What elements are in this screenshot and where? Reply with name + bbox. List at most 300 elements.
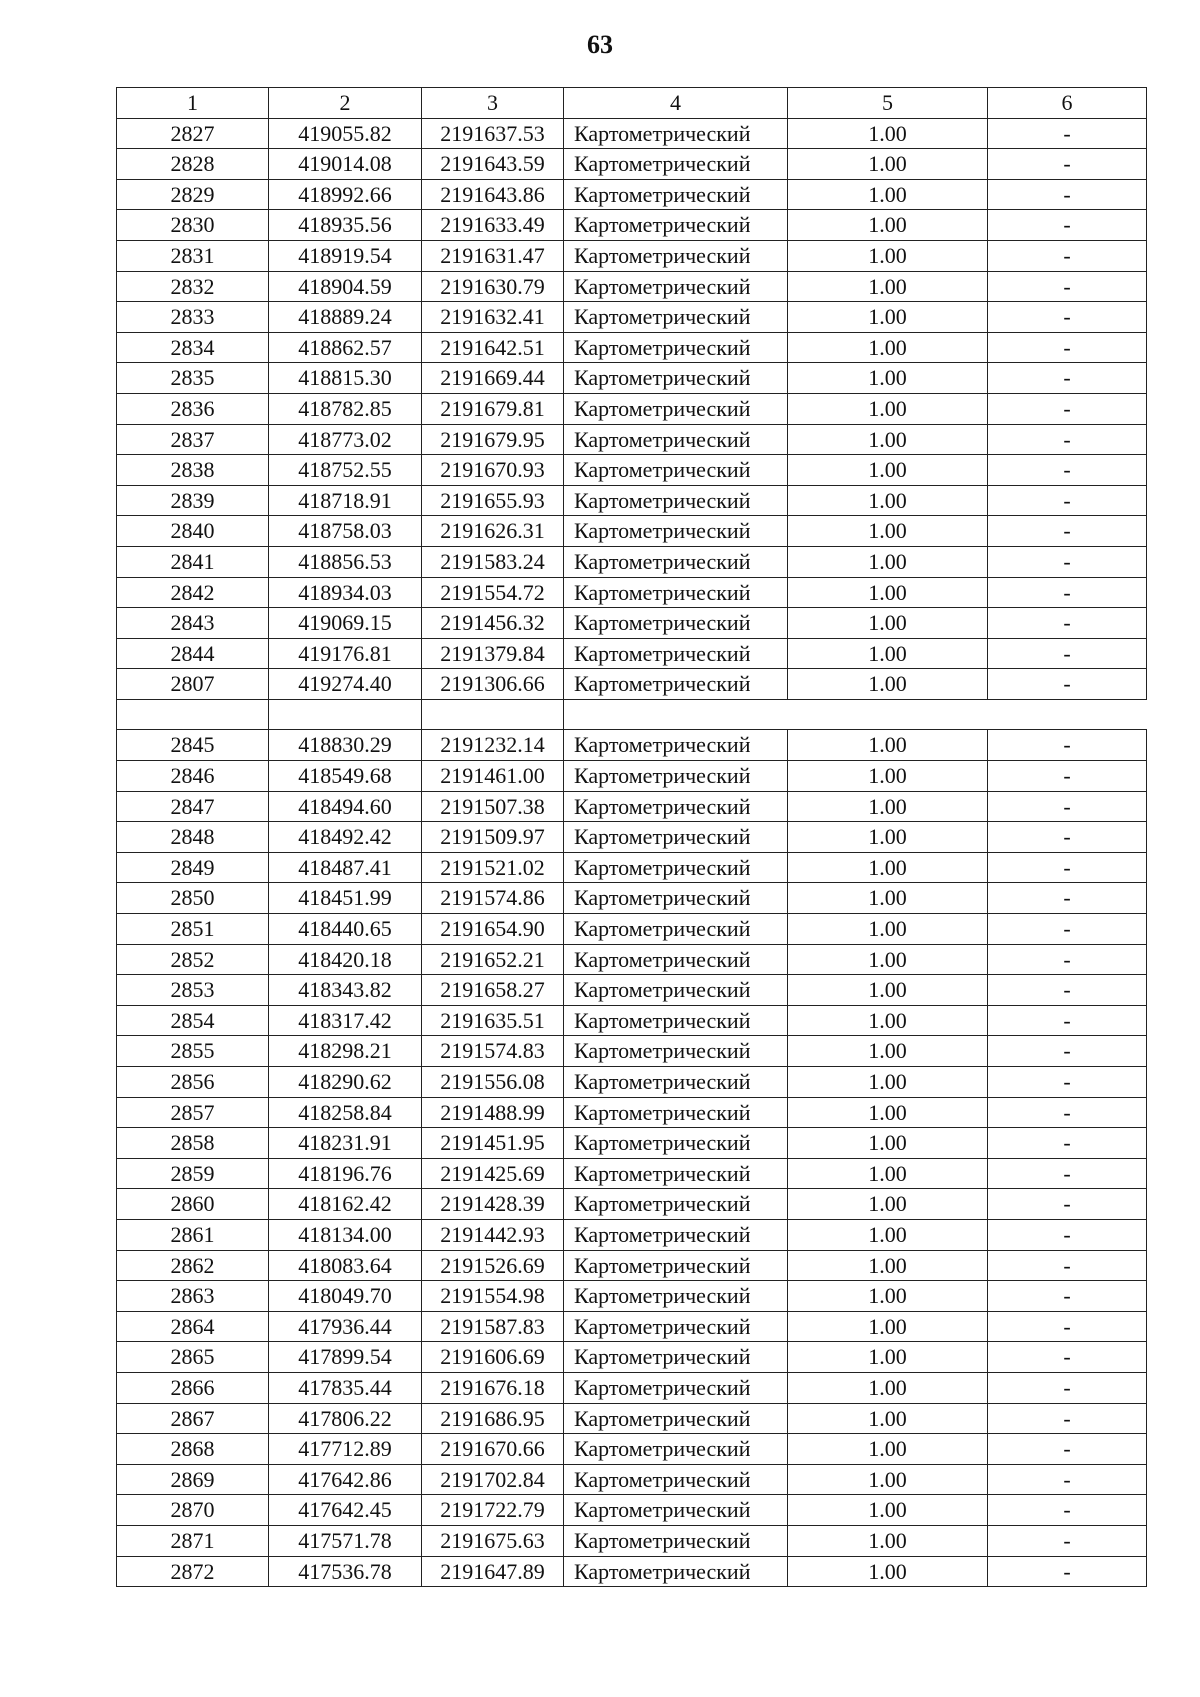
table-row — [117, 883, 1147, 914]
table-cell: 1.00 — [788, 393, 988, 424]
table-cell: 418862.57 — [269, 332, 422, 363]
table-cell: 2849 — [117, 852, 269, 883]
table-cell: 1.00 — [788, 271, 988, 302]
table-row — [117, 179, 1147, 210]
table-cell: - — [988, 363, 1147, 394]
table-cell: Картометрический — [564, 210, 788, 241]
table-cell: 418815.30 — [269, 363, 422, 394]
table-cell: 2829 — [117, 179, 269, 210]
table-cell: 1.00 — [788, 638, 988, 669]
table-cell: 2191554.72 — [422, 577, 564, 608]
table-row — [117, 761, 1147, 792]
table-cell: 1.00 — [788, 1036, 988, 1067]
table-cell: 2191526.69 — [422, 1250, 564, 1281]
table-cell: Картометрический — [564, 1311, 788, 1342]
table-cell: 2191676.18 — [422, 1372, 564, 1403]
table-cell: - — [988, 149, 1147, 180]
table-cell: - — [988, 1434, 1147, 1465]
table-cell: 2846 — [117, 761, 269, 792]
table-cell: 1.00 — [788, 761, 988, 792]
table-cell: Картометрический — [564, 424, 788, 455]
table-cell: Картометрический — [564, 1250, 788, 1281]
table-cell: - — [988, 1311, 1147, 1342]
table-cell: 2839 — [117, 485, 269, 516]
table-row — [117, 271, 1147, 302]
table-row — [117, 149, 1147, 180]
table-cell: 419014.08 — [269, 149, 422, 180]
table-row — [117, 1311, 1147, 1342]
table-cell: 2191686.95 — [422, 1403, 564, 1434]
table-cell: 1.00 — [788, 1464, 988, 1495]
table-cell: 417835.44 — [269, 1372, 422, 1403]
table-cell: 2191675.63 — [422, 1525, 564, 1556]
table-cell: 418343.82 — [269, 975, 422, 1006]
table-cell: 2191670.93 — [422, 455, 564, 486]
table-cell: Картометрический — [564, 363, 788, 394]
table-cell: Картометрический — [564, 1189, 788, 1220]
table-cell: 2828 — [117, 149, 269, 180]
table-cell: 2191635.51 — [422, 1005, 564, 1036]
table-cell: 2837 — [117, 424, 269, 455]
table-cell: 2834 — [117, 332, 269, 363]
table-row — [117, 455, 1147, 486]
table-cell: 2191583.24 — [422, 546, 564, 577]
table-cell: 418487.41 — [269, 852, 422, 883]
table-cell: 2191442.93 — [422, 1219, 564, 1250]
table-row — [117, 577, 1147, 608]
table-row — [117, 1036, 1147, 1067]
table-cell: 2191652.21 — [422, 944, 564, 975]
table-cell: - — [988, 975, 1147, 1006]
table-cell: 418231.91 — [269, 1128, 422, 1159]
table-cell: 2869 — [117, 1464, 269, 1495]
table-cell: 2191669.44 — [422, 363, 564, 394]
table-cell: - — [988, 761, 1147, 792]
table-cell: Картометрический — [564, 1097, 788, 1128]
table-cell: 418440.65 — [269, 914, 422, 945]
table-cell: 2851 — [117, 914, 269, 945]
table-cell: 2191428.39 — [422, 1189, 564, 1220]
table-cell: 2862 — [117, 1250, 269, 1281]
table-row — [117, 791, 1147, 822]
table-row — [117, 944, 1147, 975]
table-cell: - — [988, 1158, 1147, 1189]
table-cell: - — [988, 393, 1147, 424]
table-cell: 2853 — [117, 975, 269, 1006]
table-cell: - — [988, 638, 1147, 669]
table-cell: Картометрический — [564, 1434, 788, 1465]
column-header: 3 — [422, 88, 564, 119]
table-row — [117, 638, 1147, 669]
table-cell: 2830 — [117, 210, 269, 241]
table-cell: 2191509.97 — [422, 822, 564, 853]
table-cell: 2865 — [117, 1342, 269, 1373]
table-cell: 2832 — [117, 271, 269, 302]
table-cell: Картометрический — [564, 1219, 788, 1250]
table-row — [117, 302, 1147, 333]
table-cell: 1.00 — [788, 1342, 988, 1373]
table-cell: 1.00 — [788, 822, 988, 853]
table-row — [117, 210, 1147, 241]
table-cell: - — [988, 485, 1147, 516]
table-cell: 2861 — [117, 1219, 269, 1250]
table-cell: 2191670.66 — [422, 1434, 564, 1465]
table-cell: Картометрический — [564, 455, 788, 486]
table-cell: 1.00 — [788, 944, 988, 975]
table-row — [117, 118, 1147, 149]
table-cell: - — [988, 1036, 1147, 1067]
table-cell: Картометрический — [564, 1158, 788, 1189]
table-cell: 1.00 — [788, 149, 988, 180]
table-cell: - — [988, 516, 1147, 547]
table-row — [117, 1067, 1147, 1098]
table-cell: Картометрический — [564, 302, 788, 333]
table-cell: - — [988, 424, 1147, 455]
table-cell: 2871 — [117, 1525, 269, 1556]
table-cell: 418298.21 — [269, 1036, 422, 1067]
table-cell: 1.00 — [788, 1372, 988, 1403]
table-cell: 2847 — [117, 791, 269, 822]
table-cell: 2859 — [117, 1158, 269, 1189]
table-cell: Картометрический — [564, 1495, 788, 1526]
table-cell: 417936.44 — [269, 1311, 422, 1342]
table-cell: 418049.70 — [269, 1281, 422, 1312]
table-cell: 2191643.59 — [422, 149, 564, 180]
table-cell: - — [988, 669, 1147, 700]
table-cell: - — [988, 730, 1147, 761]
column-header: 6 — [988, 88, 1147, 119]
table-cell: - — [988, 608, 1147, 639]
table-cell: 2191630.79 — [422, 271, 564, 302]
table-cell: 2191637.53 — [422, 118, 564, 149]
table-cell: 2191626.31 — [422, 516, 564, 547]
table-cell: 418752.55 — [269, 455, 422, 486]
table-cell: 2191306.66 — [422, 669, 564, 700]
table-row — [117, 1097, 1147, 1128]
table-cell: 418773.02 — [269, 424, 422, 455]
table-cell: 2833 — [117, 302, 269, 333]
table-cell: 2191642.51 — [422, 332, 564, 363]
table-cell: 2191702.84 — [422, 1464, 564, 1495]
table-cell: - — [988, 1372, 1147, 1403]
table-cell: 1.00 — [788, 1250, 988, 1281]
table-cell: Картометрический — [564, 1403, 788, 1434]
table-cell: Картометрический — [564, 975, 788, 1006]
table-cell: 418492.42 — [269, 822, 422, 853]
table-cell: - — [988, 914, 1147, 945]
table-cell: 417899.54 — [269, 1342, 422, 1373]
table-cell: 2191606.69 — [422, 1342, 564, 1373]
table-cell: 2191655.93 — [422, 485, 564, 516]
table-cell: Картометрический — [564, 516, 788, 547]
table-cell: 1.00 — [788, 179, 988, 210]
table-cell: 417571.78 — [269, 1525, 422, 1556]
table-cell: 2872 — [117, 1556, 269, 1587]
table-row — [117, 852, 1147, 883]
table-cell: - — [988, 1525, 1147, 1556]
table-cell: 2838 — [117, 455, 269, 486]
empty-cell — [564, 699, 1147, 730]
table-cell: 2855 — [117, 1036, 269, 1067]
table-cell: 417806.22 — [269, 1403, 422, 1434]
table-cell: 418904.59 — [269, 271, 422, 302]
table-cell: 1.00 — [788, 1158, 988, 1189]
table-row — [117, 1464, 1147, 1495]
table-cell: 419274.40 — [269, 669, 422, 700]
table-cell: 1.00 — [788, 883, 988, 914]
table-cell: 418083.64 — [269, 1250, 422, 1281]
table-cell: 417642.45 — [269, 1495, 422, 1526]
table-cell: - — [988, 944, 1147, 975]
table-cell: 2191722.79 — [422, 1495, 564, 1526]
table-cell: 2864 — [117, 1311, 269, 1342]
table-cell: 418317.42 — [269, 1005, 422, 1036]
column-header: 5 — [788, 88, 988, 119]
table-cell: Картометрический — [564, 1005, 788, 1036]
table-cell: 2831 — [117, 240, 269, 271]
table-cell: - — [988, 1464, 1147, 1495]
table-cell: - — [988, 883, 1147, 914]
table-row — [117, 1556, 1147, 1587]
table-cell: 1.00 — [788, 1128, 988, 1159]
table-cell: - — [988, 210, 1147, 241]
table-cell: 1.00 — [788, 669, 988, 700]
table-cell: Картометрический — [564, 485, 788, 516]
table-cell: 2191456.32 — [422, 608, 564, 639]
table-cell: 2867 — [117, 1403, 269, 1434]
table-cell: 2807 — [117, 669, 269, 700]
table-cell: 2191647.89 — [422, 1556, 564, 1587]
table-cell: 418919.54 — [269, 240, 422, 271]
table-row — [117, 1372, 1147, 1403]
table-row — [117, 363, 1147, 394]
table-cell: 1.00 — [788, 608, 988, 639]
table-cell: - — [988, 577, 1147, 608]
table-cell: 2848 — [117, 822, 269, 853]
table-cell: 2191631.47 — [422, 240, 564, 271]
table-cell: 418494.60 — [269, 791, 422, 822]
table-cell: 1.00 — [788, 1281, 988, 1312]
table-row — [117, 516, 1147, 547]
table-cell: 2191461.00 — [422, 761, 564, 792]
table-cell: 2842 — [117, 577, 269, 608]
table-cell: 1.00 — [788, 791, 988, 822]
table-cell: 417642.86 — [269, 1464, 422, 1495]
table-cell: Картометрический — [564, 1464, 788, 1495]
table-cell: - — [988, 271, 1147, 302]
table-cell: 2191574.86 — [422, 883, 564, 914]
table-cell: 2191654.90 — [422, 914, 564, 945]
column-header: 2 — [269, 88, 422, 119]
table-cell: 1.00 — [788, 1189, 988, 1220]
table-cell: 418134.00 — [269, 1219, 422, 1250]
table-cell: 2191379.84 — [422, 638, 564, 669]
table-cell: Картометрический — [564, 1067, 788, 1098]
table-cell: Картометрический — [564, 852, 788, 883]
table-cell: 1.00 — [788, 455, 988, 486]
table-cell: Картометрический — [564, 883, 788, 914]
table-row — [117, 1281, 1147, 1312]
table-cell: 2191679.81 — [422, 393, 564, 424]
table-row — [117, 1250, 1147, 1281]
table-cell: 418830.29 — [269, 730, 422, 761]
table-cell: - — [988, 1189, 1147, 1220]
table-cell: 2191643.86 — [422, 179, 564, 210]
table-cell: 2860 — [117, 1189, 269, 1220]
table-cell: - — [988, 1128, 1147, 1159]
coordinates-table — [116, 87, 1147, 1587]
table-cell: 417536.78 — [269, 1556, 422, 1587]
table-cell: 1.00 — [788, 516, 988, 547]
table-cell: 2191556.08 — [422, 1067, 564, 1098]
table-cell: 2191554.98 — [422, 1281, 564, 1312]
table-cell: Картометрический — [564, 669, 788, 700]
table-cell: 2191574.83 — [422, 1036, 564, 1067]
table-cell: 418935.56 — [269, 210, 422, 241]
table-cell: - — [988, 302, 1147, 333]
table-row — [117, 240, 1147, 271]
table-cell: 2191633.49 — [422, 210, 564, 241]
table-cell: 419176.81 — [269, 638, 422, 669]
table-row — [117, 1219, 1147, 1250]
table-row — [117, 1525, 1147, 1556]
table-cell: Картометрический — [564, 944, 788, 975]
table-cell: 2191425.69 — [422, 1158, 564, 1189]
table-row — [117, 1005, 1147, 1036]
table-cell: 2843 — [117, 608, 269, 639]
table-cell: - — [988, 332, 1147, 363]
table-cell: 1.00 — [788, 1434, 988, 1465]
table-cell: 1.00 — [788, 1097, 988, 1128]
table-cell: - — [988, 1219, 1147, 1250]
table-cell: 1.00 — [788, 1525, 988, 1556]
table-cell: 419069.15 — [269, 608, 422, 639]
table-cell: - — [988, 179, 1147, 210]
table-row — [117, 332, 1147, 363]
table-row — [117, 393, 1147, 424]
table-row — [117, 822, 1147, 853]
table-cell: Картометрический — [564, 638, 788, 669]
table-cell: 417712.89 — [269, 1434, 422, 1465]
table-cell: 418718.91 — [269, 485, 422, 516]
table-cell: Картометрический — [564, 1281, 788, 1312]
table-cell: 2857 — [117, 1097, 269, 1128]
table-cell: - — [988, 1005, 1147, 1036]
table-cell: 1.00 — [788, 485, 988, 516]
table-cell: - — [988, 1342, 1147, 1373]
table-cell: 418290.62 — [269, 1067, 422, 1098]
column-header: 4 — [564, 88, 788, 119]
empty-cell — [117, 699, 269, 730]
table-cell: Картометрический — [564, 393, 788, 424]
table-cell: 2850 — [117, 883, 269, 914]
table-cell: 2856 — [117, 1067, 269, 1098]
table-cell: 418451.99 — [269, 883, 422, 914]
column-header: 1 — [117, 88, 269, 119]
table-cell: Картометрический — [564, 1372, 788, 1403]
table-header-row — [117, 88, 1147, 119]
table-row — [117, 914, 1147, 945]
table-row — [117, 485, 1147, 516]
table-cell: Картометрический — [564, 791, 788, 822]
table-cell: 418934.03 — [269, 577, 422, 608]
table-cell: 1.00 — [788, 852, 988, 883]
table-row — [117, 1495, 1147, 1526]
table-row — [117, 975, 1147, 1006]
table-cell: - — [988, 240, 1147, 271]
separator-row — [117, 699, 1147, 730]
table-cell: - — [988, 118, 1147, 149]
table-cell: 418196.76 — [269, 1158, 422, 1189]
table-row — [117, 730, 1147, 761]
table-cell: - — [988, 1403, 1147, 1434]
table-cell: 419055.82 — [269, 118, 422, 149]
empty-cell — [269, 699, 422, 730]
table-cell: - — [988, 1250, 1147, 1281]
table-cell: 2844 — [117, 638, 269, 669]
table-cell: 418758.03 — [269, 516, 422, 547]
table-cell: Картометрический — [564, 240, 788, 271]
table-cell: Картометрический — [564, 1128, 788, 1159]
table-row — [117, 669, 1147, 700]
table-cell: 2836 — [117, 393, 269, 424]
table-cell: - — [988, 852, 1147, 883]
table-row — [117, 1403, 1147, 1434]
table-cell: - — [988, 822, 1147, 853]
page-number: 63 — [587, 30, 613, 59]
table-cell: 2191507.38 — [422, 791, 564, 822]
table-cell: Картометрический — [564, 761, 788, 792]
table-cell: 1.00 — [788, 363, 988, 394]
table-cell: 2863 — [117, 1281, 269, 1312]
table-cell: 2191451.95 — [422, 1128, 564, 1159]
table-cell: - — [988, 1067, 1147, 1098]
table-cell: Картометрический — [564, 118, 788, 149]
table-cell: Картометрический — [564, 1036, 788, 1067]
table-cell: - — [988, 455, 1147, 486]
table-cell: 418162.42 — [269, 1189, 422, 1220]
table-cell: 1.00 — [788, 240, 988, 271]
table-cell: Картометрический — [564, 730, 788, 761]
table-cell: Картометрический — [564, 179, 788, 210]
table-cell: - — [988, 1281, 1147, 1312]
table-cell: 2191232.14 — [422, 730, 564, 761]
table-cell: 418258.84 — [269, 1097, 422, 1128]
table-cell: Картометрический — [564, 546, 788, 577]
table-row — [117, 424, 1147, 455]
table-cell: 2191658.27 — [422, 975, 564, 1006]
table-cell: 1.00 — [788, 975, 988, 1006]
table-cell: 418992.66 — [269, 179, 422, 210]
table-cell: 418889.24 — [269, 302, 422, 333]
table-cell: 2191587.83 — [422, 1311, 564, 1342]
table-cell: 418782.85 — [269, 393, 422, 424]
table-cell: Картометрический — [564, 1556, 788, 1587]
table-cell: Картометрический — [564, 577, 788, 608]
table-cell: 2191488.99 — [422, 1097, 564, 1128]
table-cell: 2191679.95 — [422, 424, 564, 455]
table-cell: 2841 — [117, 546, 269, 577]
table-cell: - — [988, 1495, 1147, 1526]
table-cell: 2827 — [117, 118, 269, 149]
table-cell: 418420.18 — [269, 944, 422, 975]
table-row — [117, 1342, 1147, 1373]
table-cell: 1.00 — [788, 730, 988, 761]
table-cell: Картометрический — [564, 332, 788, 363]
table-cell: - — [988, 546, 1147, 577]
table-cell: 1.00 — [788, 118, 988, 149]
table-row — [117, 1158, 1147, 1189]
